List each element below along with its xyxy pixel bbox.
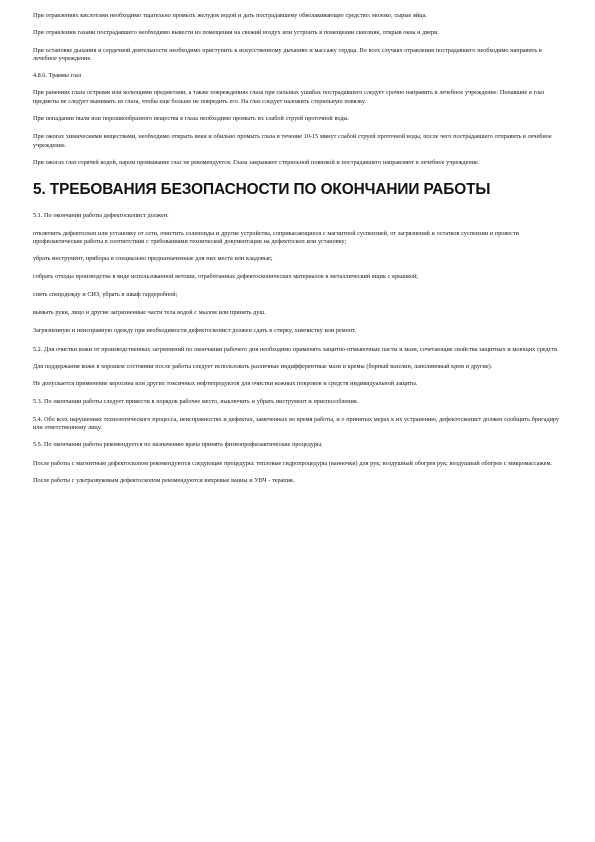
paragraph-store-tools: убрать инструмент, приборы в специально предназначенные для них места или кладовые; [33,255,273,263]
paragraph-no-kerosene: Не допускается применение керосина или других токсичных нефтепродуктов для очистки кожных покровов и средств индивидуальной защиты. [33,380,418,388]
paragraph-dust-in-eye: При попадании пыли или порошкообразного вещества в глаза необходимо промыть их слабой струей проточной воды. [33,115,350,123]
section-heading: 5. ТРЕБОВАНИЯ БЕЗОПАСНОСТИ ПО ОКОНЧАНИИ РАБОТЫ [33,181,491,199]
paragraph-cardiac-arrest: При остановке дыхания и сердечной деятельности необходимо приступить к искусственному дыханию и массажу сердца. Во всех случаях отравления пострадавшего необходимо направить в лечебное учреждение. [33,46,542,62]
paragraph-collect-waste: собрать отходы производства в виде использованной ветоши, отработанных дефектоскопических материалов в металлический ящик с крышкой; [33,273,418,281]
paragraph-wash-hands: вымыть руки, лицо и другие загрязненные части тела водой с мылом или принять душ. [33,309,266,317]
paragraph-gas-poisoning: При отравлении газами пострадавшего необходимо вывести из помещения на свежий воздух или устроить в помещении сквозняк, открыв окна и двери. [33,29,439,37]
paragraph-acid-poisoning: При отравлениях кислотами необходимо тщательно промыть желудок водой и дать пострадавшему обволакивающее средство: молоко, сырые яйца. [33,12,427,19]
paragraph-magnetic-procedures: После работы с магнитным дефектоскопом рекомендуются следующие процедуры: тепловые гидропроцедуры (ванночки) для рук; воздушный обогрев рук; воздушный обогрев с микромассажем. [33,459,552,467]
paragraph-5-5-procedures: 5.5. По окончании работы рекомендуется по назначению врача принять физиопрофилактические процедуры. [33,441,323,449]
paragraph-5-1-intro: 5.1. По окончании работы дефектоскопист должен: [33,212,169,220]
document-body [33,12,566,494]
subsection-eye-injuries: 4.8.6. Травмы глаз [33,72,82,80]
paragraph-skin-care: Для поддержания кожи в хорошем состоянии после работы следует использовать различные индифферентные мази и кремы (борный вазелин, ланолиновый крем и другие). [33,362,493,370]
paragraph-remove-ppe: снять спецодежду и СИЗ, убрать в шкаф гардеробной; [33,290,178,298]
paragraph-dirty-clothing: Загрязненную и неисправную одежду при необходимости дефектоскопист должен сдать в стирку, химчистку или ремонт. [33,327,356,335]
paragraph-5-2-skin-cleaning: 5.2. Для очистки кожи от производственных загрязнений по окончании рабочего дня необходимо применять защитно-отмывочные пасты и мази, сочетающие свойства защитных и моющих средств. [33,345,559,353]
paragraph-chemical-eye-burn: При ожогах химическими веществами, необходимо открыть веки и обильно промыть глаза в течение 10-15 минут слабой струей проточной воды, после чего пострадавшего отправить в лечебное учреждение. [33,133,552,149]
paragraph-5-4-report-defects: 5.4. Обо всех нарушениях технологического процесса, неисправностях и дефектах, замеченных во время работы, и о принятых мерах к их устранению, дефектоскопист должен сообщить бригадиру или ответственному лицу. [33,415,560,432]
paragraph-hot-water-eye-burn: При ожогах глаз горячей водой, паром промывание глаз не рекомендуется. Глаза закрывают стерильной повязкой и пострадавшего направляют в лечебное учреждение. [33,158,480,166]
paragraph-ultrasonic-procedures: После работы с ультразвуковым дефектоскопом рекомендуются вихревые ванны и УВЧ - терапия. [33,477,295,485]
paragraph-disconnect-device: отключить дефектоскоп или установку от сети, очистить соленоиды и другие устройства, соприкасающиеся с магнитной суспензией, от загрязнений и остатков суспензии и провести профилактические работы в соответствии с требованиями технической документации на дефектоскоп или установку; [33,229,519,245]
paragraph-5-3-workplace: 5.3. По окончании работы следует привести в порядок рабочее место, выключить и убрать инструмент и приспособления. [33,397,359,405]
paragraph-sharp-object-eye: При ранениях глаза острыми или колющими предметами, а также повреждениях глаза при сильных ушибах пострадавшего следует срочно направить в лечебное учреждение. Попавшие в глаз предметы не следует вынимать из глаза, чтобы еще больше не повредить его. На глаз следует наложить стерильную повязку. [33,89,545,105]
